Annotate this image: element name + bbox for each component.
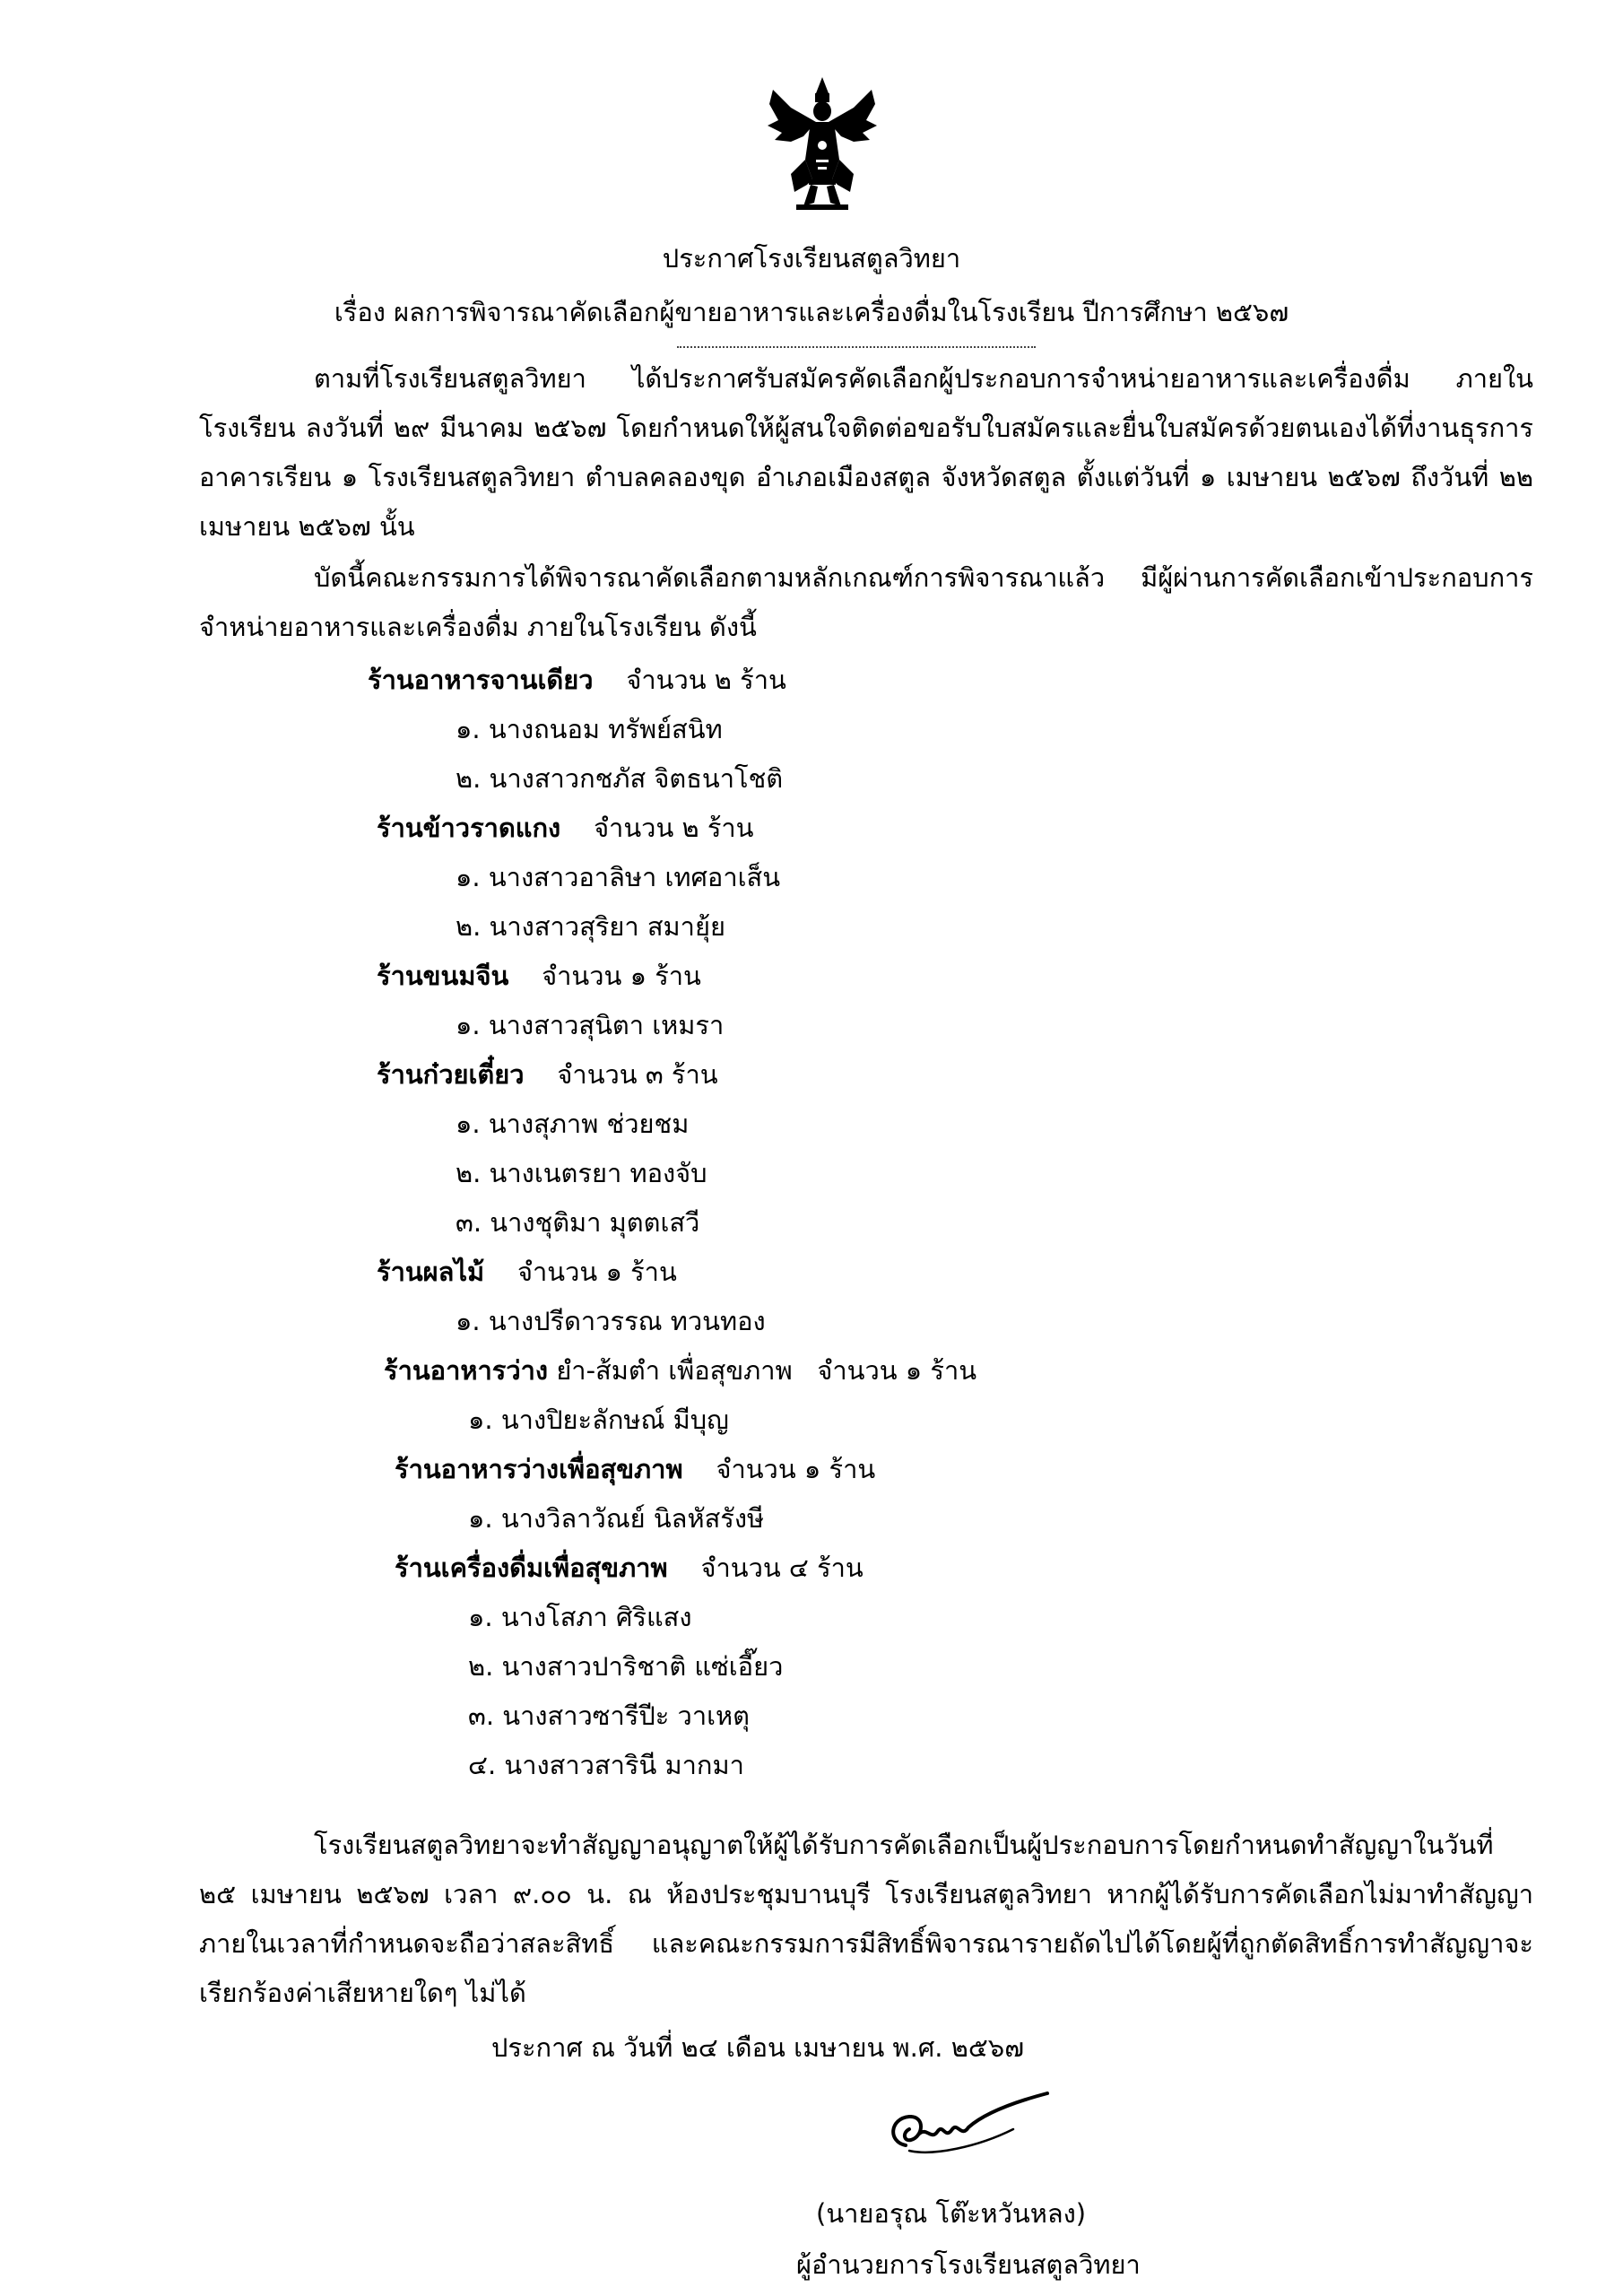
shop-name: ร้านผลไม้ <box>377 1257 485 1287</box>
shop-count: จำนวน ๓ ร้าน <box>557 1059 718 1090</box>
shop-name: ร้านอาหารว่างเพื่อสุขภาพ <box>395 1454 683 1484</box>
shop-name: ร้านขนมจีน <box>377 961 509 991</box>
list-item: ๑. นางวิลาวัณย์ นิลหัสรังษี <box>468 1503 765 1534</box>
shop-category <box>384 1352 976 1388</box>
shop-count: จำนวน ๒ ร้าน <box>594 813 754 843</box>
announcement-title: ประกาศโรงเรียนสตูลวิทยา <box>662 243 961 274</box>
paragraph-intro: ตามที่โรงเรียนสตูลวิทยา ได้ประกาศรับสมัครคัดเลือกผู้ประกอบการจำหน่ายอาหารและเครื่องดื่ม ภายในโรงเรียน ลงวันที่ ๒๙ มีนาคม ๒๕๖๗ โดยกำหนดให้ผู้สนใจติดต่อขอรับใบสมัครและยื่นใบสมัครด้วยตนเองได้ที่งานธุรการ อาคารเรียน ๑ โรงเรียนสตูลวิทยา ตำบลคลองขุด อำเภอเมืองสตูล จังหวัดสตูล ตั้งแต่วันที่ ๑ เมษายน ๒๕๖๗ ถึงวันที่ ๒๒ เมษายน ๒๕๖๗ นั้น <box>199 363 1533 542</box>
shop-category <box>395 1550 864 1586</box>
garuda-emblem-icon <box>764 74 881 217</box>
list-item: ๑. นางปรีดาวรรณ ทวนทอง <box>456 1306 766 1336</box>
shop-name: ร้านเครื่องดื่มเพื่อสุขภาพ <box>395 1552 668 1583</box>
paragraph-contract: โรงเรียนสตูลวิทยาจะทำสัญญาอนุญาตให้ผู้ได้รับการคัดเลือกเป็นผู้ประกอบการโดยกำหนดทำสัญญาในวันที่ ๒๕ เมษายน ๒๕๖๗ เวลา ๙.๐๐ น. ณ ห้องประชุมบานบุรี โรงเรียนสตูลวิทยา หากผู้ได้รับการคัดเลือกไม่มาทำสัญญาภายในเวลาที่กำหนดจะถือว่าสละสิทธิ์ และคณะกรรมการมีสิทธิ์พิจารณารายถัดไปได้โดยผู้ที่ถูกตัดสิทธิ์การทำสัญญาจะเรียกร้องค่าเสียหายใดๆ ไม่ได้ <box>199 1830 1533 2008</box>
list-item: ๒. นางสาวกชภัส จิตธนาโชติ <box>456 763 784 794</box>
list-item: ๔. นางสาวสารินี มากมา <box>468 1750 744 1780</box>
list-item: ๑. นางโสภา ศิริแสง <box>468 1602 692 1632</box>
list-item: ๒. นางสาวปาริชาติ แซ่เอี๊ยว <box>468 1651 784 1682</box>
shop-category <box>368 662 786 698</box>
list-item: ๓. นางชุติมา มุตตเสวี <box>456 1207 700 1238</box>
shop-name: ร้านข้าวราดแกง <box>377 813 561 843</box>
shop-count: จำนวน ๔ ร้าน <box>700 1552 864 1583</box>
shop-category <box>395 1451 875 1487</box>
list-item: ๑. นางสาวสุนิตา เหมรา <box>456 1010 725 1040</box>
shop-count: จำนวน ๑ ร้าน <box>517 1257 677 1287</box>
shop-name: ร้านอาหารจานเดียว <box>368 665 594 695</box>
signature-icon <box>879 2090 1058 2170</box>
list-item: ๑. นางถนอม ทรัพย์สนิท <box>456 714 723 744</box>
announcement-subject: เรื่อง ผลการพิจารณาคัดเลือกผู้ขายอาหารและเครื่องดื่มในโรงเรียน ปีการศึกษา ๒๕๖๗ <box>334 297 1289 327</box>
list-item: ๒. นางสาวสุริยา สมายุ้ย <box>456 911 725 942</box>
signer-name: (นายอรุณ โต๊ะหวันหลง) <box>816 2198 1087 2229</box>
shop-count: จำนวน ๑ ร้าน <box>542 961 701 991</box>
shop-count: จำนวน ๑ ร้าน <box>716 1454 876 1484</box>
paragraph-results: บัดนี้คณะกรรมการได้พิจารณาคัดเลือกตามหลักเกณฑ์การพิจารณาแล้ว มีผู้ผ่านการคัดเลือกเข้าประกอบการจำหน่ายอาหารและเครื่องดื่ม ภายในโรงเรียน ดังนี้ <box>199 562 1533 642</box>
shop-name: ร้านอาหารว่าง <box>384 1355 549 1386</box>
shop-category <box>377 1057 718 1092</box>
title-divider <box>677 346 1036 348</box>
shop-count: จำนวน ๑ ร้าน <box>817 1355 977 1386</box>
list-item: ๓. นางสาวซารีปีะ วาเหตุ <box>468 1700 750 1731</box>
shop-category <box>377 958 701 994</box>
list-item: ๑. นางปิยะลักษณ์ มีบุญ <box>468 1405 729 1435</box>
list-item: ๑. นางสาวอาลิษา เทศอาเส็น <box>456 862 781 892</box>
shop-name: ร้านก๋วยเตี๋ยว <box>377 1059 525 1090</box>
list-item: ๒. นางเนตรยา ทองจับ <box>456 1158 707 1188</box>
shop-count: จำนวน ๒ ร้าน <box>626 665 786 695</box>
list-item: ๑. นางสุภาพ ช่วยชม <box>456 1109 690 1139</box>
shop-category <box>377 1254 677 1290</box>
shop-extra: ยำ-ส้มตำ เพื่อสุขภาพ <box>556 1355 793 1386</box>
signer-title: ผู้อำนวยการโรงเรียนสตูลวิทยา <box>796 2249 1141 2280</box>
shop-category <box>377 810 754 846</box>
announcement-date: ประกาศ ณ วันที่ ๒๔ เดือน เมษายน พ.ศ. ๒๕๖๗ <box>491 2032 1025 2063</box>
